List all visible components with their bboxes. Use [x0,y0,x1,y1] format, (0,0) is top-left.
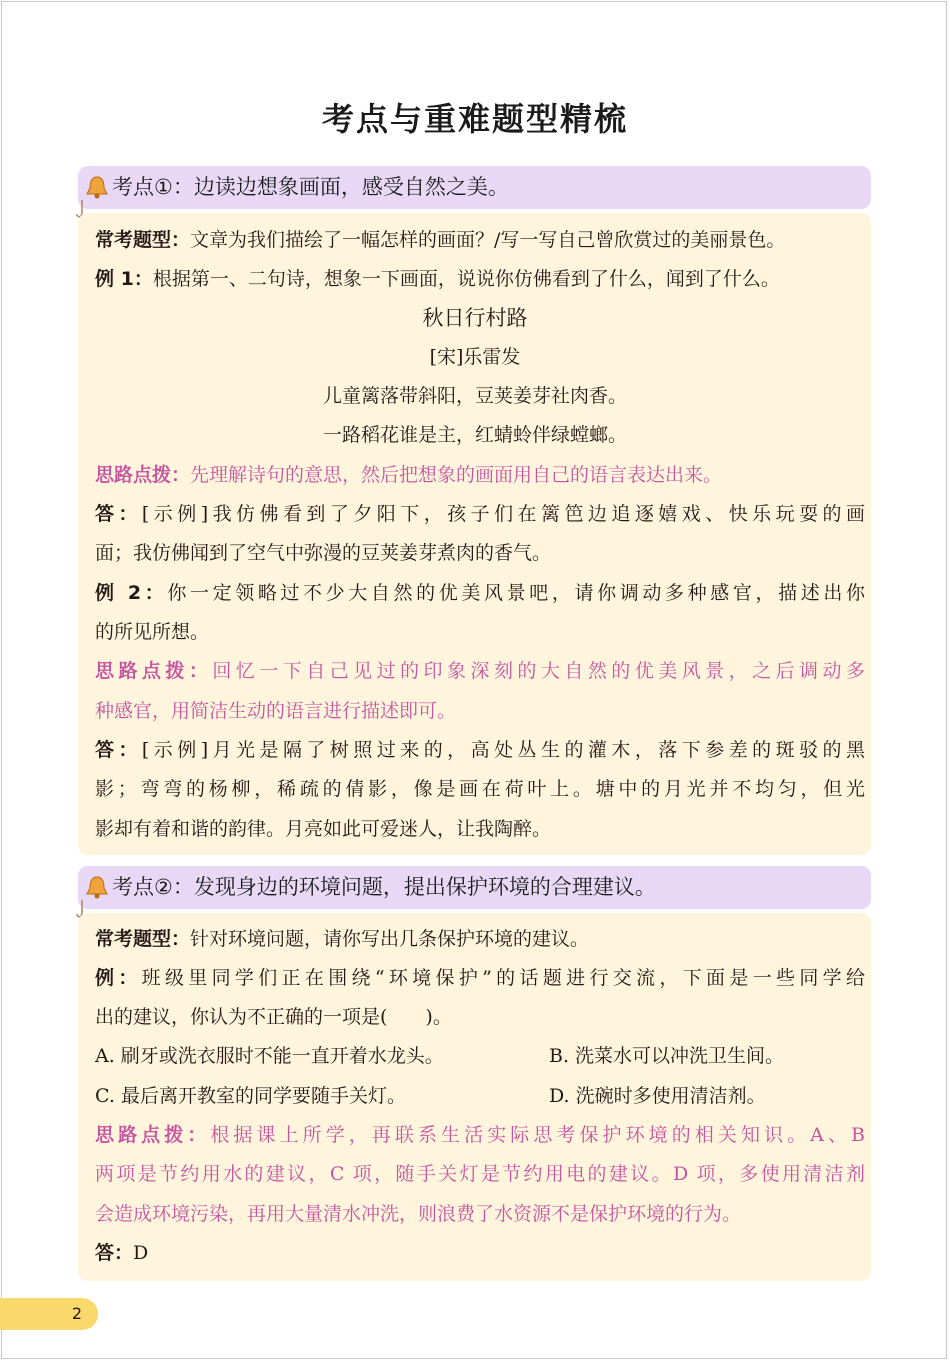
kp2-hint-label: 思路点拨： [95,1124,211,1146]
poem-title: 秋日行村路 [422,306,528,330]
kp2-answer-line [95,1237,865,1269]
page-number: 2 [0,1298,98,1330]
kp1-hint1-line [95,459,865,491]
kp2-ex-label: 例： [95,967,142,989]
poem-line-1: 儿童篱落带斜阳，豆荚姜芽社肉香。 [322,385,627,407]
option-b: B. 洗菜水可以冲洗卫生间。 [549,1045,785,1067]
kp1-type-line [95,224,865,256]
kp1-ans2-text-1: [示例]月光是隔了树照过来的，高处丛生的灌木，落下参差的斑驳的黑 [141,739,865,761]
kp1-heading-bar [78,166,871,209]
kp1-ex2-label: 例 2： [95,582,168,604]
kp1-hint2-label: 思路点拨： [95,660,213,682]
kp1-ex1-label: 例 1： [95,268,153,290]
kp1-ex2-line-1 [95,577,865,609]
kp1-ans2-line-1 [95,734,865,766]
kp1-ans1-label: 答： [95,503,142,525]
kp1-ex2-line-2: 的所见所想。 [95,621,210,643]
kp2-hint-text-1: 根据课上所学，再联系生活实际思考保护环境的相关知识。A、B [210,1124,865,1146]
kp1-hint2-line-2: 种感官，用简洁生动的语言进行描述即可。 [95,700,457,722]
kp2-heading-bar [78,866,871,909]
kp1-heading: 考点①：边读边想象画面，感受自然之美。 [112,175,509,199]
kp2-ans-label: 答： [95,1242,134,1264]
kp2-heading: 考点②：发现身边的环境问题，提出保护环境的合理建议。 [112,875,656,899]
kp2-type-text: 针对环境问题，请你写出几条保护环境的建议。 [190,928,590,950]
bell-icon [84,874,110,902]
kp2-ex-line-1 [95,962,865,994]
kp1-ans1-text-1: [示例]我仿佛看到了夕阳下，孩子们在篱笆边追逐嬉戏、快乐玩耍的画 [141,503,865,525]
page-title: 考点与重难题型精梳 [321,100,628,138]
kp1-hint2-line-1 [95,655,865,687]
bell-icon [84,174,110,202]
option-a: A. 刷牙或洗衣服时不能一直开着水龙头。 [95,1045,444,1067]
kp1-ex2-text-1: 你一定领略过不少大自然的优美风景吧，请你调动多种感官，描述出你 [167,582,865,604]
kp2-ex-text-1: 班级里同学们正在围绕“环境保护”的话题进行交流，下面是一些同学给 [141,967,865,989]
kp1-type-text: 文章为我们描绘了一幅怎样的画面？/写一写自己曾欣赏过的美丽景色。 [190,229,786,251]
kp2-ans-text: D [133,1242,149,1264]
poem-line-2: 一路稻花谁是主，红蜻蛉伴绿螳螂。 [322,424,627,446]
kp2-ex-line-2: 出的建议，你认为不正确的一项是( )。 [95,1006,452,1028]
kp2-hint-line-2: 两项是节约用水的建议，C 项，随手关灯是节约用电的建议。D 项，多使用清洁剂 [95,1163,865,1185]
poem-author: [宋]乐雷发 [429,346,521,368]
kp1-ex1-line [95,263,865,295]
kp1-ans1-line-1 [95,498,865,530]
kp1-ex1-text: 根据第一、二句诗，想象一下画面，说说你仿佛看到了什么，闻到了什么。 [152,268,780,290]
kp2-hint-line-3: 会造成环境污染，再用大量清水冲洗，则浪费了水资源不是保护环境的行为。 [95,1203,742,1225]
kp1-ans2-line-3: 影却有着和谐的韵律。月亮如此可爱迷人，让我陶醉。 [95,818,552,840]
kp1-ans1-line-2: 面；我仿佛闻到了空气中弥漫的豆荚姜芽煮肉的香气。 [95,542,552,564]
kp1-hint2-text-1: 回忆一下自己见过的印象深刻的大自然的优美风景，之后调动多 [212,660,865,682]
kp2-hint-line-1 [95,1119,865,1151]
kp1-hint1-label: 思路点拨： [95,464,191,486]
option-d: D. 洗碗时多使用清洁剂。 [549,1085,766,1107]
kp1-ans2-label: 答： [95,739,142,761]
kp1-hint1-text: 先理解诗句的意思，然后把想象的画面用自己的语言表达出来。 [190,464,723,486]
kp1-ans2-line-2: 影；弯弯的杨柳，稀疏的倩影，像是画在荷叶上。塘中的月光并不均匀，但光 [95,778,865,800]
kp1-type-label: 常考题型： [95,229,191,251]
kp2-type-label: 常考题型： [95,928,191,950]
kp2-type-line [95,923,865,955]
option-c: C. 最后离开教室的同学要随手关灯。 [95,1085,406,1107]
